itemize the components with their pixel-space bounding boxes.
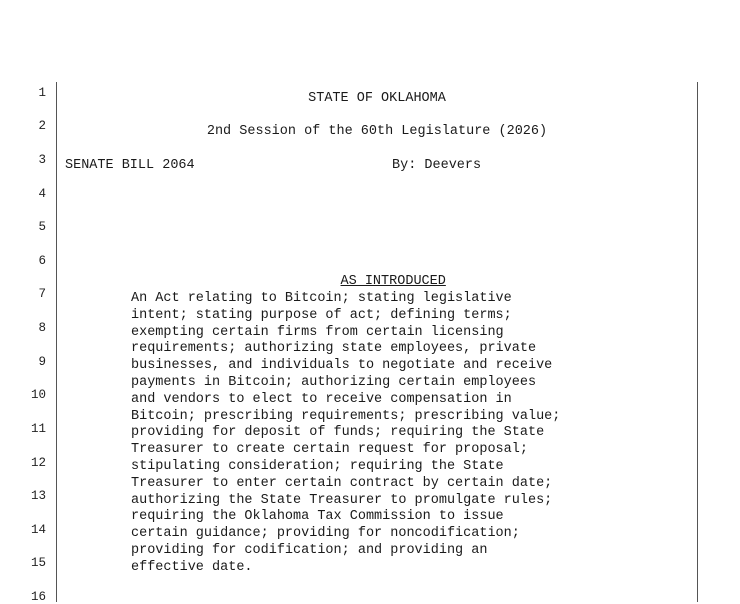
bill-title-line: authorizing the State Treasurer to promulgate rules; [131, 492, 553, 508]
bill-title-line: providing for deposit of funds; requiring the State [131, 425, 545, 441]
line-number: 4 [38, 187, 46, 201]
bill-title-line: payments in Bitcoin; authorizing certain employees [131, 374, 537, 390]
bill-number: SENATE BILL 2064 [65, 158, 195, 173]
bill-title-line: Treasurer to create certain request for proposal; [131, 442, 528, 458]
line-number: 3 [38, 153, 46, 167]
bill-title-line: An Act relating to Bitcoin; stating legislative [131, 291, 512, 306]
line-number: 12 [30, 456, 46, 470]
bill-title-line: requirements; authorizing state employees, private [131, 341, 537, 357]
line-number: 11 [30, 422, 46, 436]
bill-title-line: requiring the Oklahoma Tax Commission to issue [131, 509, 504, 525]
line-number: 9 [38, 355, 46, 369]
left-margin-rule [56, 82, 57, 602]
bill-title-line: businesses, and individuals to negotiate and receive [131, 358, 553, 374]
line-number: 5 [38, 220, 46, 234]
bill-author: By: Deevers [392, 158, 482, 173]
line-number: 10 [30, 388, 46, 402]
line-number: 13 [30, 489, 46, 503]
session-heading: 2nd Session of the 60th Legislature (2026) [206, 124, 548, 139]
bill-title-line: providing for codification; and providing an [131, 542, 488, 558]
state-heading: STATE OF OKLAHOMA [308, 91, 446, 106]
bill-title-line: Treasurer to enter certain contract by certain date; [131, 475, 553, 491]
line-number: 6 [38, 254, 46, 268]
line-number: 16 [30, 590, 46, 604]
line-number: 8 [38, 321, 46, 335]
line-number: 2 [38, 119, 46, 133]
bill-title-line: stipulating consideration; requiring the State [131, 458, 504, 474]
bill-status-text: AS INTRODUCED [340, 274, 446, 289]
bill-title-line: exempting certain firms from certain licensing [131, 324, 504, 340]
bill-title-line: certain guidance; providing for noncodification; [131, 526, 520, 542]
line-number: 14 [30, 523, 46, 537]
line-number: 7 [38, 287, 46, 301]
line-number: 1 [38, 86, 46, 100]
bill-title-line: intent; stating purpose of act; defining terms; [131, 307, 512, 323]
bill-title-line: and vendors to elect to receive compensation in [131, 391, 512, 407]
bill-title-line: Bitcoin; prescribing requirements; prescribing value; [131, 408, 561, 424]
bill-title-text [131, 291, 621, 577]
bill-title-line: effective date. [131, 559, 253, 575]
right-margin-rule [697, 82, 698, 602]
line-number: 15 [30, 556, 46, 570]
